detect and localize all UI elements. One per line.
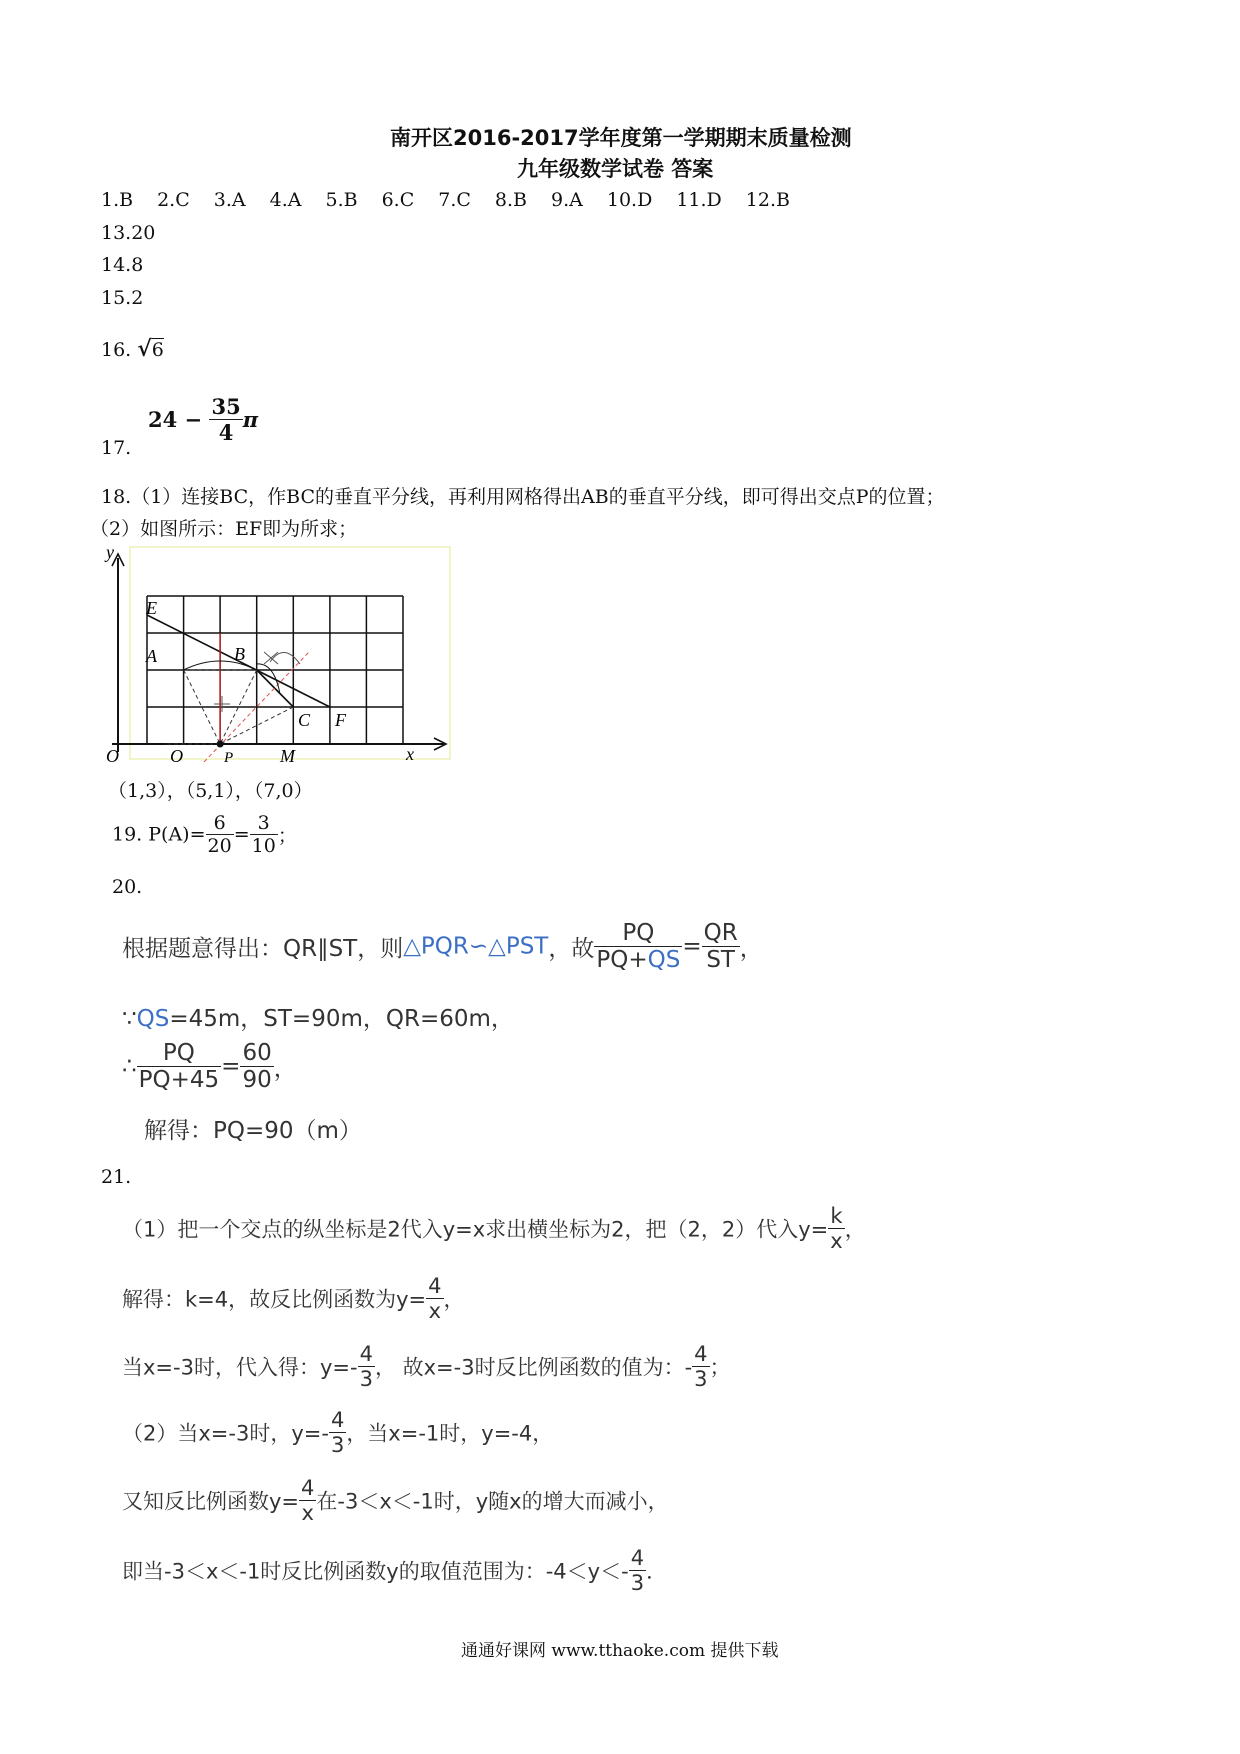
answer-18-line1: 18.（1）连接BC，作BC的垂直平分线，再利用网格得出AB的垂直平分线，即可得出交点P的位置； bbox=[101, 486, 945, 508]
grid-figure bbox=[104, 544, 454, 762]
label-P: P bbox=[224, 750, 234, 762]
answer-20-line1 bbox=[122, 920, 763, 973]
denominator-part-qs: QS bbox=[647, 947, 681, 973]
footer: 通通好课网 www.tthaoke.com 提供下载 bbox=[461, 1641, 779, 1661]
label-O: O bbox=[106, 746, 119, 762]
answer-19-equals: = bbox=[233, 823, 250, 846]
text: ． bbox=[646, 1559, 668, 1584]
fraction-denominator: 3 bbox=[359, 1367, 373, 1391]
label-A: A bbox=[146, 646, 157, 666]
answer-19-lead: 19. P(A)= bbox=[112, 823, 206, 846]
equals: = bbox=[682, 933, 702, 960]
document-subtitle: 九年级数学试卷 答案 bbox=[517, 157, 714, 181]
fraction-denominator: 3 bbox=[694, 1367, 708, 1391]
figure-frame bbox=[130, 547, 450, 759]
answer-21-line2 bbox=[122, 1274, 465, 1323]
text: ，当x=-1时，y=-4， bbox=[346, 1421, 554, 1446]
segment-BC bbox=[257, 670, 294, 707]
answer-21-line6 bbox=[122, 1546, 667, 1595]
choice-answer: 1.B bbox=[101, 189, 134, 211]
sqrt-radicand: 6 bbox=[151, 339, 164, 361]
answer-20-line2 bbox=[122, 1000, 514, 1033]
fraction-numerator: 6 bbox=[213, 812, 226, 834]
fraction-4-over-x bbox=[299, 1476, 316, 1525]
text: =45m，ST=90m，QR=60m， bbox=[169, 1006, 514, 1032]
therefore-sign: ∴ bbox=[122, 1053, 137, 1080]
fraction-4-over-3 bbox=[692, 1342, 709, 1391]
fraction-numerator: 4 bbox=[330, 1408, 345, 1432]
denominator-part: PQ+ bbox=[596, 947, 648, 973]
answer-16 bbox=[101, 336, 164, 362]
label-E: E bbox=[146, 598, 157, 618]
choice-answer: 12.B bbox=[745, 189, 790, 211]
choice-answer: 6.C bbox=[381, 189, 415, 211]
answer-17-label: 17. bbox=[101, 437, 132, 459]
answer-17-expression bbox=[148, 394, 258, 445]
fraction-denominator: x bbox=[299, 1500, 316, 1525]
answer-19-fraction-1 bbox=[206, 812, 234, 857]
fraction-numerator: 35 bbox=[211, 394, 241, 419]
fraction-4-over-x bbox=[426, 1274, 443, 1323]
answer-21-line4 bbox=[122, 1408, 553, 1457]
label-M: M bbox=[280, 746, 295, 762]
fraction-denominator: ST bbox=[702, 946, 740, 973]
fraction-numerator: 4 bbox=[630, 1546, 645, 1570]
document-title: 南开区2016-2017学年度第一学期期末质量检测 bbox=[390, 126, 852, 150]
fraction-denominator: PQ+45 bbox=[138, 1067, 220, 1093]
fraction-numerator: QR bbox=[703, 920, 738, 946]
fraction-numerator: k bbox=[830, 1204, 843, 1228]
text: ； bbox=[709, 1355, 731, 1380]
fraction-numerator: 4 bbox=[694, 1342, 708, 1366]
fraction-denominator: x bbox=[426, 1298, 443, 1323]
fraction-numerator: 60 bbox=[242, 1040, 272, 1066]
fraction-denominator: 4 bbox=[209, 419, 242, 445]
label-x: x bbox=[406, 744, 414, 762]
text: 根据题意得出：QR∥ST，则 bbox=[122, 936, 404, 962]
sqrt-sign: √ bbox=[137, 336, 152, 362]
answer-16-label: 16. bbox=[101, 339, 132, 361]
choice-answer: 9.A bbox=[551, 189, 583, 211]
answer-20-label: 20. bbox=[112, 876, 143, 898]
fraction-4-over-3 bbox=[329, 1408, 346, 1457]
answer-18-line2: （2）如图所示：EF即为所求； bbox=[90, 518, 358, 540]
because-sign: ∵ bbox=[122, 1006, 137, 1032]
equals: = bbox=[221, 1053, 241, 1080]
fraction-numerator: 3 bbox=[257, 812, 270, 834]
fraction-60-over-90 bbox=[240, 1040, 273, 1093]
answer-21-line1 bbox=[122, 1204, 866, 1253]
text: ，故 bbox=[548, 936, 595, 962]
fraction-qr-over-st bbox=[702, 920, 740, 973]
choice-answer: 3.A bbox=[213, 189, 246, 211]
fraction-numerator: 4 bbox=[359, 1342, 373, 1366]
choice-answer: 10.D bbox=[606, 189, 653, 211]
text: 当x=-3时，代入得：y=- bbox=[122, 1355, 358, 1380]
text: ， 故x=-3时反比例函数的值为：- bbox=[374, 1355, 693, 1380]
choice-answers bbox=[101, 189, 814, 211]
label-Q: Q bbox=[170, 746, 183, 762]
choice-answer: 7.C bbox=[438, 189, 471, 211]
answer-17-fraction bbox=[209, 394, 242, 445]
answer-19-tail: ； bbox=[277, 825, 297, 847]
choice-answer: 5.B bbox=[325, 189, 358, 211]
answer-21-line3 bbox=[122, 1342, 731, 1391]
text: ， bbox=[739, 936, 763, 962]
fraction-denominator bbox=[594, 946, 682, 973]
qs-label: QS bbox=[136, 1006, 170, 1032]
fraction-denominator: 20 bbox=[207, 835, 232, 857]
answer-15: 15.2 bbox=[101, 287, 144, 309]
label-C: C bbox=[298, 710, 311, 730]
label-F: F bbox=[335, 710, 346, 730]
choice-answer: 4.A bbox=[269, 189, 302, 211]
text: ， bbox=[443, 1287, 465, 1312]
fraction-4-over-3 bbox=[358, 1342, 375, 1391]
answer-21-line5 bbox=[122, 1476, 669, 1525]
fraction-pq-over-pq45 bbox=[137, 1040, 222, 1093]
text: 解得：k=4，故反比例函数为y= bbox=[122, 1287, 427, 1312]
answer-20-line4: 解得：PQ=90（m） bbox=[144, 1118, 362, 1144]
fraction-denominator: 3 bbox=[630, 1571, 645, 1595]
text: 又知反比例函数y= bbox=[122, 1489, 300, 1514]
fraction-denominator: 3 bbox=[330, 1433, 345, 1457]
answer-18-coords: （1,3），（5,1），（7,0） bbox=[108, 780, 313, 802]
grid-figure-svg bbox=[104, 544, 454, 762]
fraction-k-over-x bbox=[828, 1204, 844, 1253]
text: ， bbox=[273, 1056, 297, 1082]
choice-answer: 2.C bbox=[157, 189, 190, 211]
label-y: y bbox=[106, 544, 114, 562]
answer-21-label: 21. bbox=[101, 1166, 132, 1188]
fraction-numerator: 4 bbox=[428, 1274, 442, 1298]
answer-17-pi: π bbox=[242, 407, 259, 432]
fraction-4-over-3 bbox=[629, 1546, 646, 1595]
fraction-numerator: PQ bbox=[162, 1040, 195, 1066]
answer-14: 14.8 bbox=[101, 254, 144, 276]
fraction-denominator: x bbox=[830, 1229, 843, 1253]
answer-19 bbox=[112, 812, 297, 857]
choice-answer: 11.D bbox=[676, 189, 722, 211]
fraction-denominator: 10 bbox=[251, 835, 276, 857]
text: ， bbox=[844, 1217, 866, 1242]
answer-17-lead: 24 − bbox=[148, 407, 203, 432]
fraction-numerator: 4 bbox=[301, 1476, 315, 1500]
text: （1）把一个交点的纵坐标是2代入y=x求出横坐标为2，把（2，2）代入y= bbox=[122, 1217, 829, 1242]
point-P bbox=[217, 741, 224, 748]
fraction-denominator: 90 bbox=[242, 1067, 272, 1093]
answer-13: 13.20 bbox=[101, 222, 156, 244]
text: 即当-3＜x＜-1时反比例函数y的取值范围为：-4＜y＜- bbox=[122, 1559, 629, 1584]
text: 在-3＜x＜-1时，y随x的增大而减小， bbox=[316, 1489, 669, 1514]
label-B: B bbox=[234, 644, 245, 664]
choice-answer: 8.B bbox=[494, 189, 528, 211]
answer-19-fraction-2 bbox=[250, 812, 278, 857]
fraction-pq-over-pq-qs bbox=[594, 920, 682, 973]
similar-triangles: △PQR∽△PST bbox=[403, 933, 549, 960]
text: （2）当x=-3时，y=- bbox=[122, 1421, 329, 1446]
answer-20-line3 bbox=[122, 1040, 297, 1093]
fraction-numerator: PQ bbox=[622, 920, 655, 946]
